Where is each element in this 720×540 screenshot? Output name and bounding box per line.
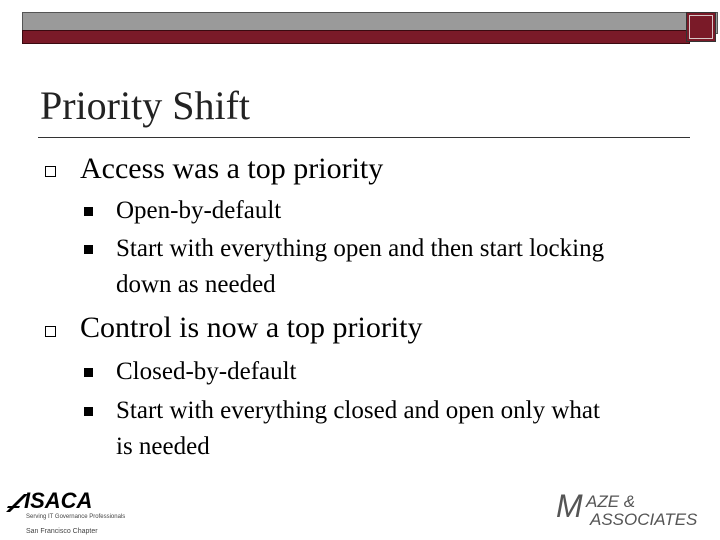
bullet-line: Closed-by-default	[116, 358, 297, 385]
filled-square-bullet-icon	[84, 207, 93, 216]
maze-logo-initial: M	[556, 488, 583, 524]
bullet-level2	[116, 393, 696, 465]
bullet-level1: Control is now a top priority	[80, 311, 423, 344]
isaca-chapter: San Francisco Chapter	[26, 528, 98, 535]
top-decor-bar-red	[22, 30, 690, 44]
isaca-tagline: Serving IT Governance Professionals	[26, 514, 126, 520]
bullet-level2	[116, 231, 696, 303]
maze-logo-line1: AZE &	[586, 492, 636, 511]
filled-square-bullet-icon	[84, 407, 93, 416]
bullet-line: Start with everything closed and open only what	[116, 397, 600, 424]
bullet-level2	[116, 354, 696, 390]
isaca-wordmark: ISACA	[24, 488, 93, 513]
isaca-logo	[4, 488, 126, 538]
title-divider	[38, 137, 690, 138]
filled-square-bullet-icon	[84, 368, 93, 377]
bullet-line: is needed	[116, 433, 210, 460]
maze-associates-logo	[556, 490, 706, 534]
maze-logo-line2: ASSOCIATES	[590, 510, 698, 529]
bullet-level2	[116, 193, 696, 229]
hollow-square-bullet-icon	[45, 326, 56, 337]
bullet-line: Start with everything open and then start locking	[116, 235, 605, 262]
filled-square-bullet-icon	[84, 245, 93, 254]
hollow-square-bullet-icon	[45, 166, 56, 177]
bullet-level1: Access was a top priority	[80, 152, 384, 185]
top-decor-square	[686, 12, 716, 42]
slide-title: Priority Shift	[40, 83, 251, 128]
bullet-line: Open-by-default	[116, 197, 282, 224]
bullet-line: down as needed	[116, 271, 276, 298]
